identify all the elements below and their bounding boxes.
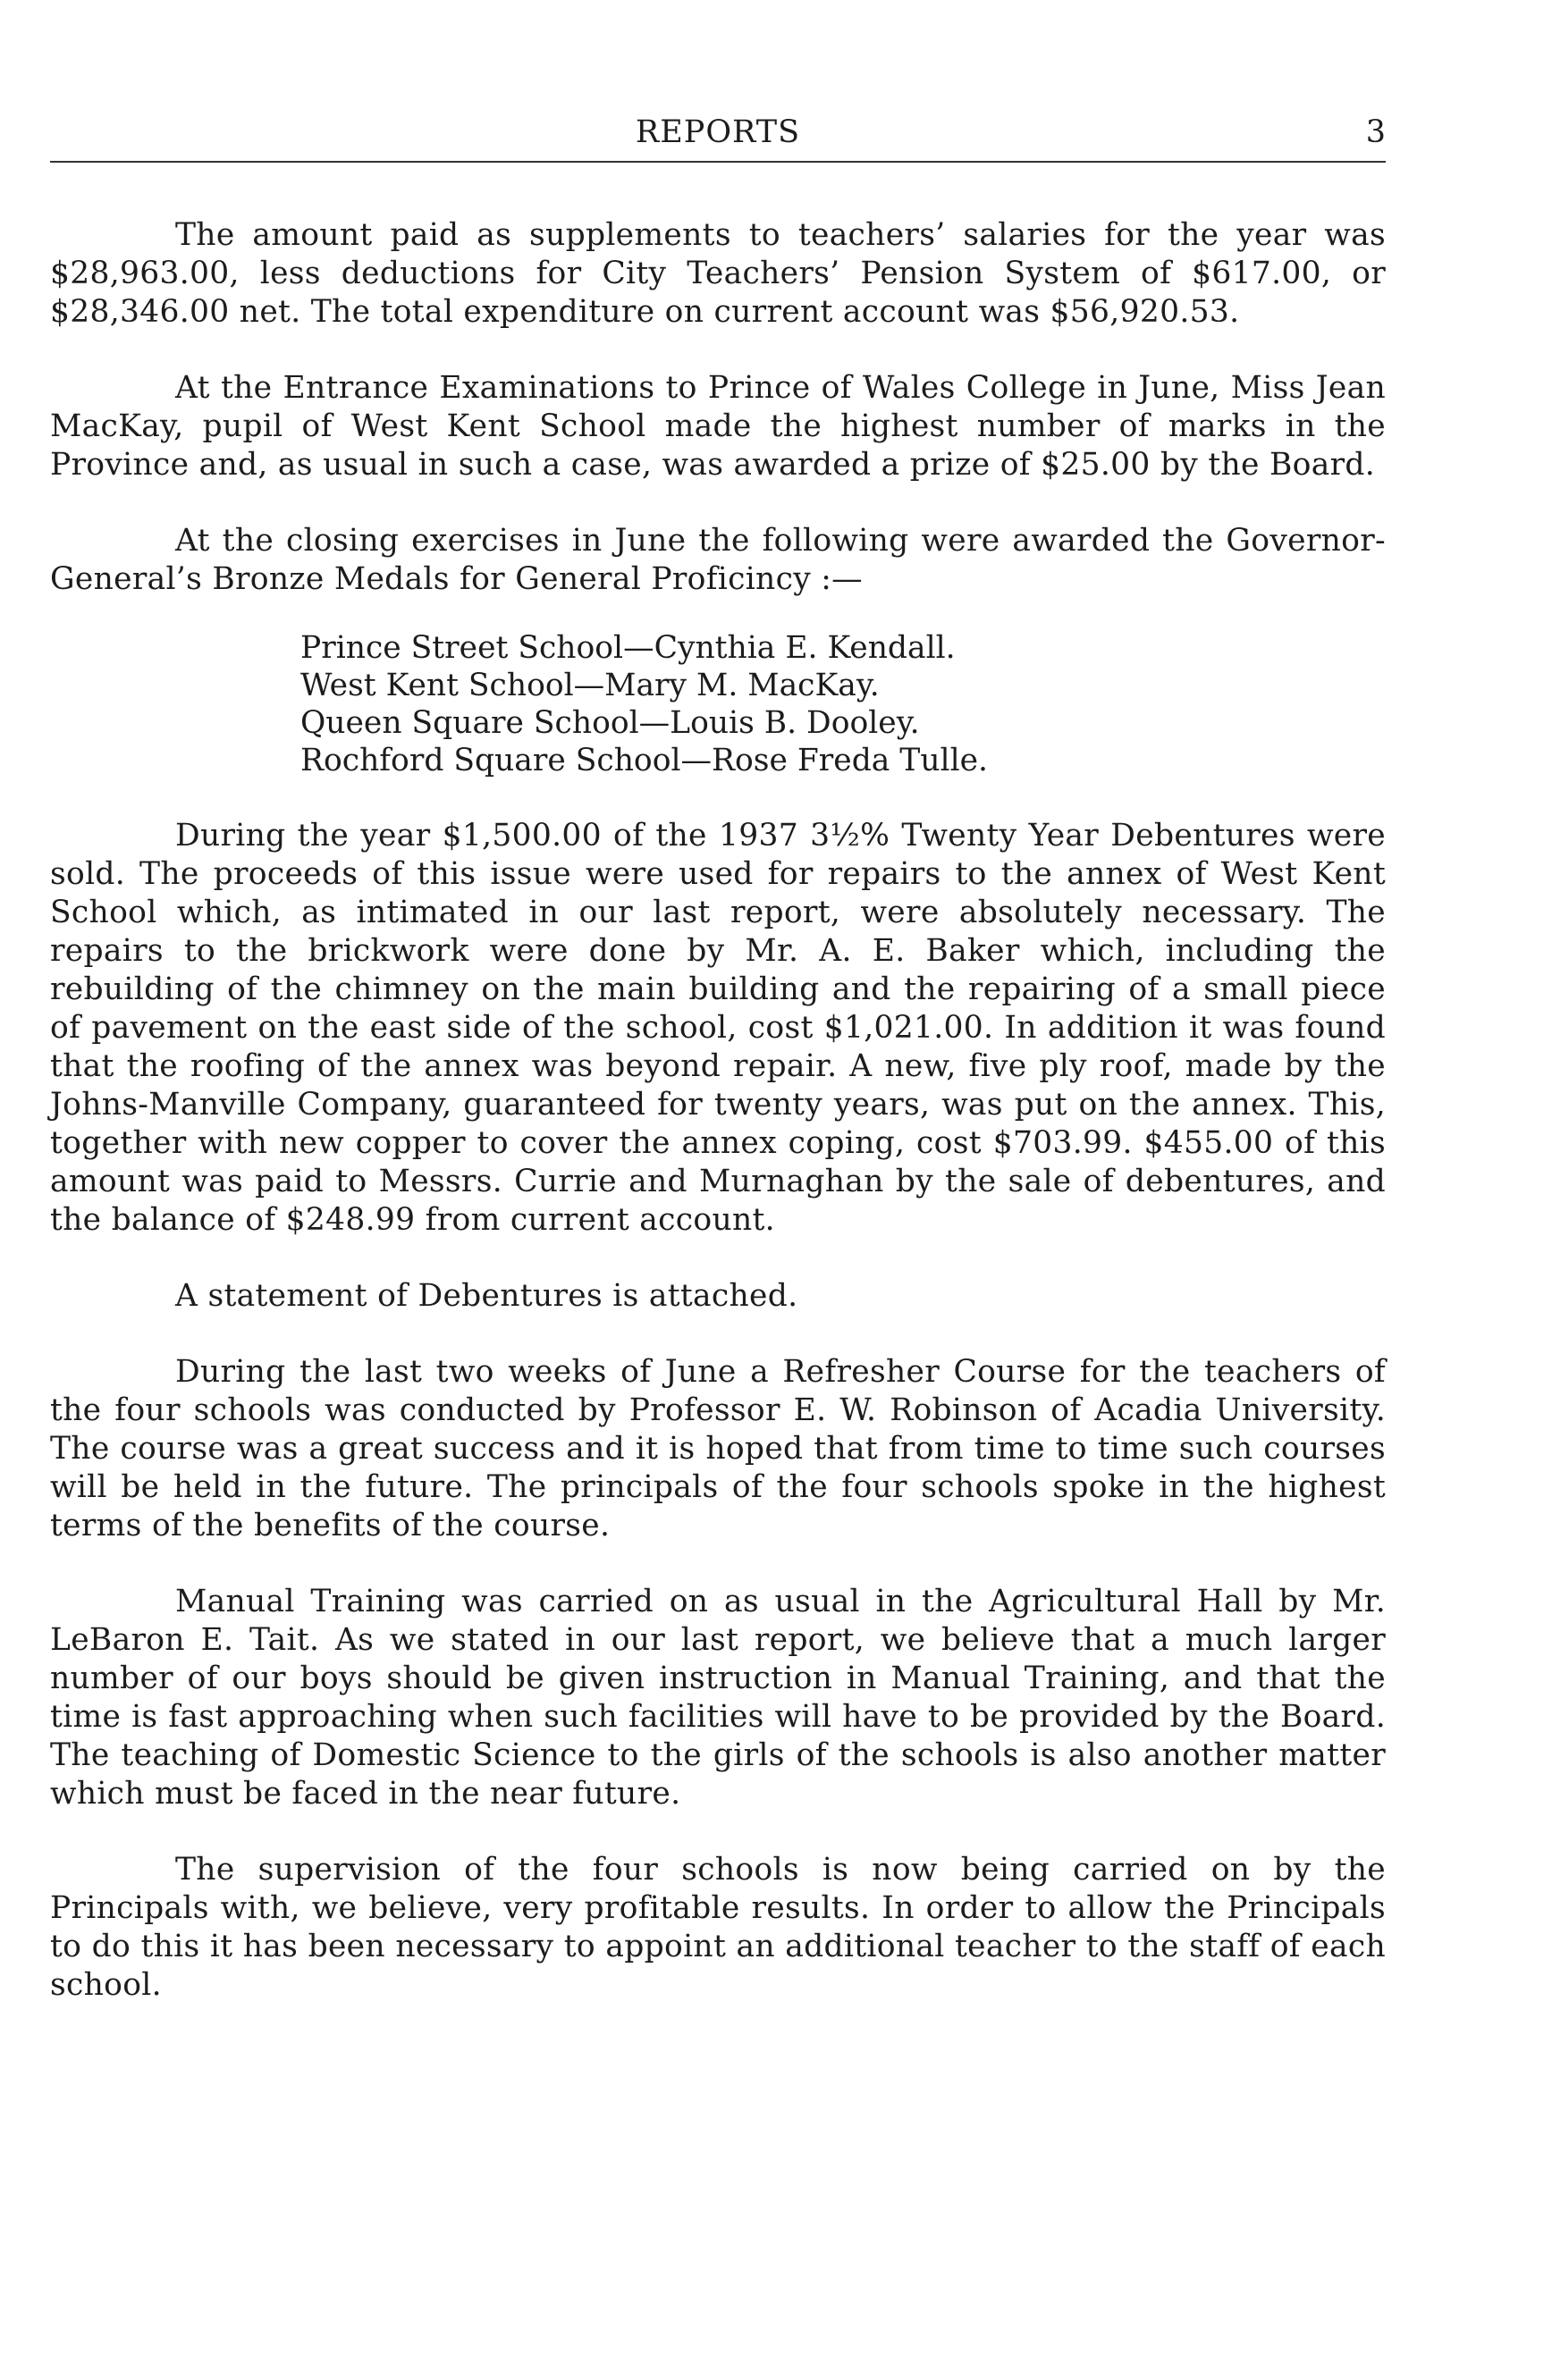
list-item: West Kent School—Mary M. MacKay.	[300, 668, 880, 703]
paragraph-debentures-statement: A statement of Debentures is attached.	[175, 1278, 798, 1314]
page-number: 3	[1365, 114, 1386, 150]
page-header	[50, 107, 1386, 163]
medal-winners-list	[300, 629, 1386, 779]
list-item: Rochford Square School—Rose Freda Tulle.	[300, 743, 988, 778]
list-item: Queen Square School—Louis B. Dooley.	[300, 705, 920, 741]
paragraph-refresher-course: During the last two weeks of June a Refresher Course for the teachers of the four schools was conducted by Professor E. W. Robinson of Acadia University. The course was a great success and it is hoped that from time to time such courses will be held in the future. The principals of the four schools spoke in the highest terms of the benefits of the course.	[50, 1354, 1386, 1543]
document-page	[50, 107, 1386, 2042]
paragraph-medals-intro: At the closing exercises in June the following were awarded the Governor-General’s Bronze Medals for General Proficincy :—	[50, 523, 1386, 597]
paragraph-entrance-exams: At the Entrance Examinations to Prince of Wales College in June, Miss Jean MacKay, pupil of West Kent School made the highest number of marks in the Province and, as usual in such a case, was awarded a prize of $25.00 by the Board.	[50, 370, 1386, 483]
list-item: Prince Street School—Cynthia E. Kendall.	[300, 630, 956, 666]
running-title: REPORTS	[635, 114, 801, 150]
paragraph-manual-training: Manual Training was carried on as usual in the Agricultural Hall by Mr. LeBaron E. Tait. As we stated in our last report, we believe that a much larger number of our boys should be given instruction in Manual Training, and that the time is fast approaching when such facilities will have to be provided by the Board. The teaching of Domestic Science to the girls of the schools is also another matter which must be faced in the near future.	[50, 1584, 1386, 1812]
paragraph-supervision: The supervision of the four schools is now being carried on by the Principals with, we believe, very profitable results. In order to allow the Principals to do this it has been necessary to appoint an additional teacher to the staff of each school.	[50, 1852, 1386, 2003]
paragraph-salaries: The amount paid as supplements to teachers’ salaries for the year was $28,963.00, less deductions for City Teachers’ Pension System of $617.00, or $28,346.00 net. The total expenditure on current account was $56,920.53.	[50, 217, 1386, 330]
page-body	[50, 216, 1386, 2005]
paragraph-debentures-repairs: During the year $1,500.00 of the 1937 3½% Twenty Year Debentures were sold. The proceeds of this issue were used for repairs to the annex of West Kent School which, as intimated in our last report, were absolutely necessary. The repairs to the brickwork were done by Mr. A. E. Baker which, including the rebuilding of the chimney on the main building and the repairing of a small piece of pavement on the east side of the school, cost $1,021.00. In addition it was found that the roofing of the annex was beyond repair. A new, five ply roof, made by the Johns-Manville Company, guaranteed for twenty years, was put on the annex. This, together with new copper to cover the annex coping, cost $703.99. $455.00 of this amount was paid to Messrs. Currie and Murnaghan by the sale of debentures, and the balance of $248.99 from current account.	[50, 818, 1386, 1238]
